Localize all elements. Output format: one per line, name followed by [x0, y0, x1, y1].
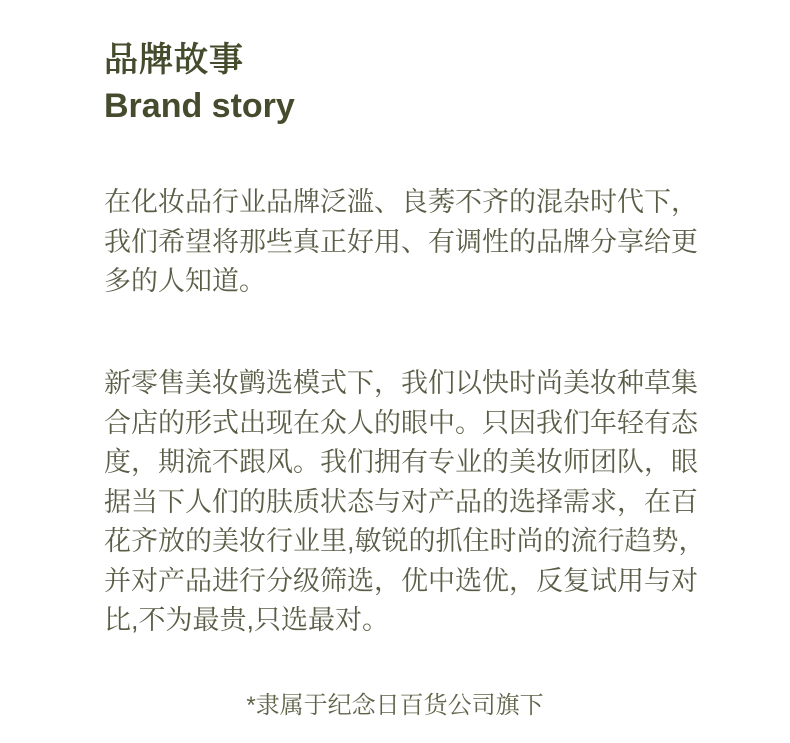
intro-paragraph-line: 我们希望将那些真正好用、有调性的品牌分享给更 [104, 226, 698, 257]
story-paragraph-line: 度，期流不跟风。我们拥有专业的美妆师团队，眼 [104, 447, 698, 477]
company-affiliation-note: *隶属于纪念日百货公司旗下 [246, 692, 544, 719]
section-header [104, 36, 295, 128]
intro-paragraph-line: 多的人知道。 [104, 266, 266, 296]
story-paragraph-line: 新零售美妆鹯选模式下，我们以快时尚美妆种草集 [104, 368, 698, 398]
intro-paragraph [104, 183, 698, 302]
story-paragraph-line: 据当下人们的肤质状态与对产品的选择需求，在百 [104, 486, 698, 517]
intro-paragraph-line: 在化妆品行业品牌泛滥、良莠不齐的混杂时代下， [104, 187, 698, 217]
page-title-en: Brand story [104, 87, 295, 125]
story-paragraph-line: 合店的形式出现在众人的眼中。只因我们年轻有态 [104, 407, 698, 438]
page-title-zh: 品牌故事 [104, 41, 244, 79]
story-paragraph-line: 比,不为最贵,只选最对。 [104, 605, 390, 635]
story-paragraph-line: 并对产品进行分级筛选，优中选优，反复试用与对 [104, 565, 698, 596]
story-paragraph [104, 364, 706, 641]
story-paragraph-line: 花齐放的美妆行业里,敏锐的抓住时尚的流行趋势， [104, 526, 706, 556]
